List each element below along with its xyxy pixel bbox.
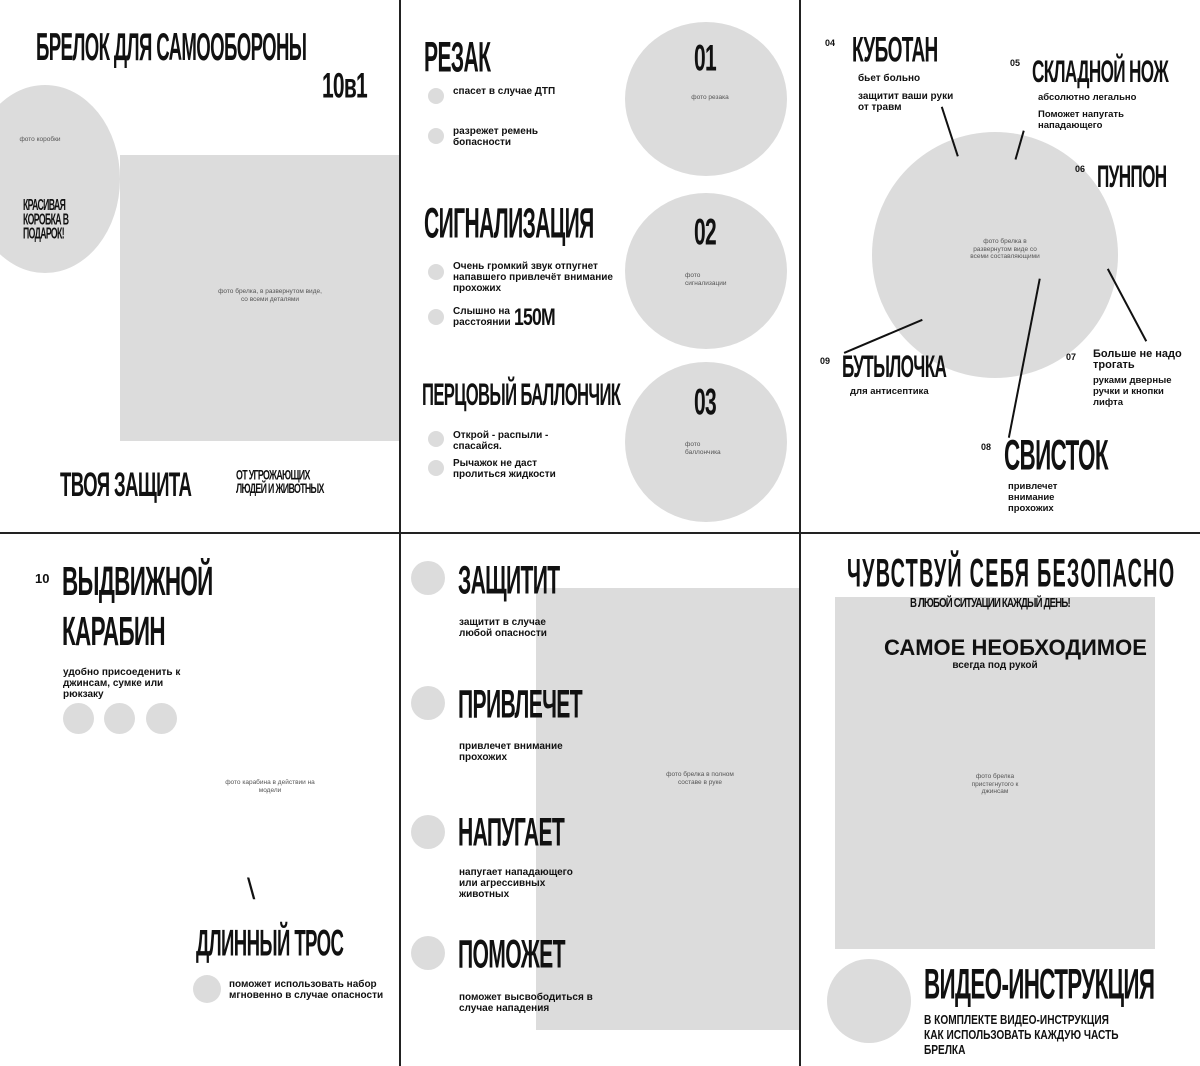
safety-title: ЧУВСТВУЙ СЕБЯ БЕЗОПАСНО [847,550,1176,595]
center-photo-label: фото брелка в развернутом виде со всеми составляющими [970,238,1040,260]
benefit-attract-desc: привлечет внимание прохожих [459,741,563,763]
essential-title: САМОЕ НЕОБХОДИМОЕ [884,635,1147,660]
panel-intro [0,0,400,533]
panel-carabiner [0,533,400,1066]
item-number: 05 [1010,58,1021,68]
benefit-dot [411,815,445,849]
carabiner-desc: удобно присоеденить к джинсам, сумке или рюкзаку [63,667,181,700]
item-title-bottle: БУТЫЛОЧКА [842,348,947,384]
benefit-dot [411,936,445,970]
knife-desc-2: Поможет напугать нападающего [1038,109,1124,131]
cutter-bullet-1: спасет в случае ДТП [453,86,556,97]
item-number: 04 [825,38,836,48]
slogan: ТВОЯ ЗАЩИТА [60,466,192,504]
cable-title: ДЛИННЫЙ ТРОС [196,923,344,965]
hand-photo-label: фото брелка в полном составе в руке [666,771,734,786]
alarm-distance: 150М [514,303,555,331]
item-title-knife: СКЛАДНОЙ НОЖ [1032,53,1169,89]
item-title-kubotan: КУБОТАН [852,30,938,69]
bullet-dot [428,460,444,476]
benefit-protect: ЗАЩИТИТ [458,557,560,602]
slogan-sub: ОТ УГРОЖАЮЩИХ ЛЮДЕЙ И ЖИВОТНЫХ [236,466,324,497]
kubotan-desc-2: защитит ваши руки от травм [858,91,954,113]
bullet-dot [428,264,444,280]
pepper-photo-label: фото баллончика [685,441,721,456]
cutter-photo-label: фото резака [691,94,729,101]
alarm-bullet-1: Очень громкий звук отпугнет напавшего привлечёт внимание прохожих [453,261,613,294]
item-number: 09 [820,356,831,366]
section-title-alarm: СИГНАЛИЗАЦИЯ [424,200,594,248]
slash-mark: \ [247,873,255,906]
alarm-bullet-2: Слышно на расстоянии [453,306,511,328]
bullet-dot [428,128,444,144]
section-title-pepper: ПЕРЦОВЫЙ БАЛЛОНЧИК [422,376,621,412]
hand-photo-placeholder [536,588,800,1030]
box-photo-label: фото коробки [19,136,61,143]
main-photo-label: фото брелка, в развернутом виде, со всеми деталями [218,288,322,303]
carabiner-title-2: КАРАБИН [62,609,165,655]
panel-tools-1 [400,0,800,533]
video-desc: В КОМПЛЕКТЕ ВИДЕО-ИНСТРУКЦИЯ КАК ИСПОЛЬЗОВАТЬ КАЖДУЮ ЧАСТЬ БРЕЛКА [924,1012,1119,1057]
color-swatch [104,703,135,734]
benefit-help: ПОМОЖЕТ [458,931,565,976]
cable-dot [193,975,221,1003]
item-number: 06 [1075,164,1086,174]
whistle-desc: привлечет внимание прохожих [1008,481,1058,514]
item-number: 10 [35,571,50,586]
benefit-dot [411,686,445,720]
benefit-dot [411,561,445,595]
benefit-help-desc: поможет высвободиться в случае нападения [459,992,593,1014]
kubotan-desc-1: бьет больно [858,73,921,84]
carabiner-photo-label: фото карабина в действии на модели [225,779,315,794]
safety-subtitle: В ЛЮБОЙ СИТУАЦИИ КАЖДЫЙ ДЕНЬ! [910,595,1070,611]
cutter-bullet-2: разрежет ремень бопасности [453,126,539,148]
section-number-02: 02 [694,212,716,254]
benefit-protect-desc: защитит в случае любой опасности [459,617,547,639]
item-title-no-touch: Больше не надо трогать [1093,348,1182,371]
item-title-whistle: СВИСТОК [1004,432,1108,480]
color-swatch [146,703,177,734]
panel-safety [800,533,1200,1066]
section-number-01: 01 [694,38,716,80]
color-swatch [63,703,94,734]
carabiner-title-1: ВЫДВИЖНОЙ [62,559,213,605]
main-title: БРЕЛОК ДЛЯ САМООБОРОНЫ [36,26,307,69]
cable-desc: поможет использовать набор мгновенно в случае опасности [229,979,384,1001]
bullet-dot [428,431,444,447]
bottle-desc: для антисептика [850,386,929,397]
section-number-03: 03 [694,382,716,424]
benefit-attract: ПРИВЛЕЧЕТ [458,681,582,726]
panel-benefits [400,533,800,1066]
pepper-bullet-1: Открой - распыли - спасайся. [453,430,549,452]
essential-sub: всегда под рукой [952,660,1038,671]
item-number: 07 [1066,352,1077,362]
box-photo-placeholder [0,85,120,273]
alarm-photo-label: фото сигнализации [685,272,727,287]
jeans-photo-label: фото брелка пристегнутого к джинсам [971,773,1019,795]
knife-desc-1: абсолютно легально [1038,92,1137,103]
bullet-dot [428,88,444,104]
video-thumb-placeholder [827,959,911,1043]
pepper-bullet-2: Рычажок не даст пролиться жидкости [453,458,556,480]
benefit-scare-desc: напугает нападающего или агрессивных животных [459,867,573,900]
bullet-dot [428,309,444,325]
video-title: ВИДЕО-ИНСТРУКЦИЯ [924,961,1155,1009]
grid-divider [0,532,1200,534]
box-caption: КРАСИВАЯ КОРОБКА В ПОДАРОК! [23,195,69,242]
panel-tools-2 [800,0,1200,533]
section-title-cutter: РЕЗАК [424,34,491,82]
item-title-pompon: ПУНПОН [1097,158,1167,194]
item-number: 08 [981,442,992,452]
benefit-scare: НАПУГАЕТ [458,809,565,854]
count-10in1: 10в1 [322,66,367,105]
no-touch-desc: руками дверные ручки и кнопки лифта [1093,375,1172,408]
connector-line [1107,268,1147,341]
